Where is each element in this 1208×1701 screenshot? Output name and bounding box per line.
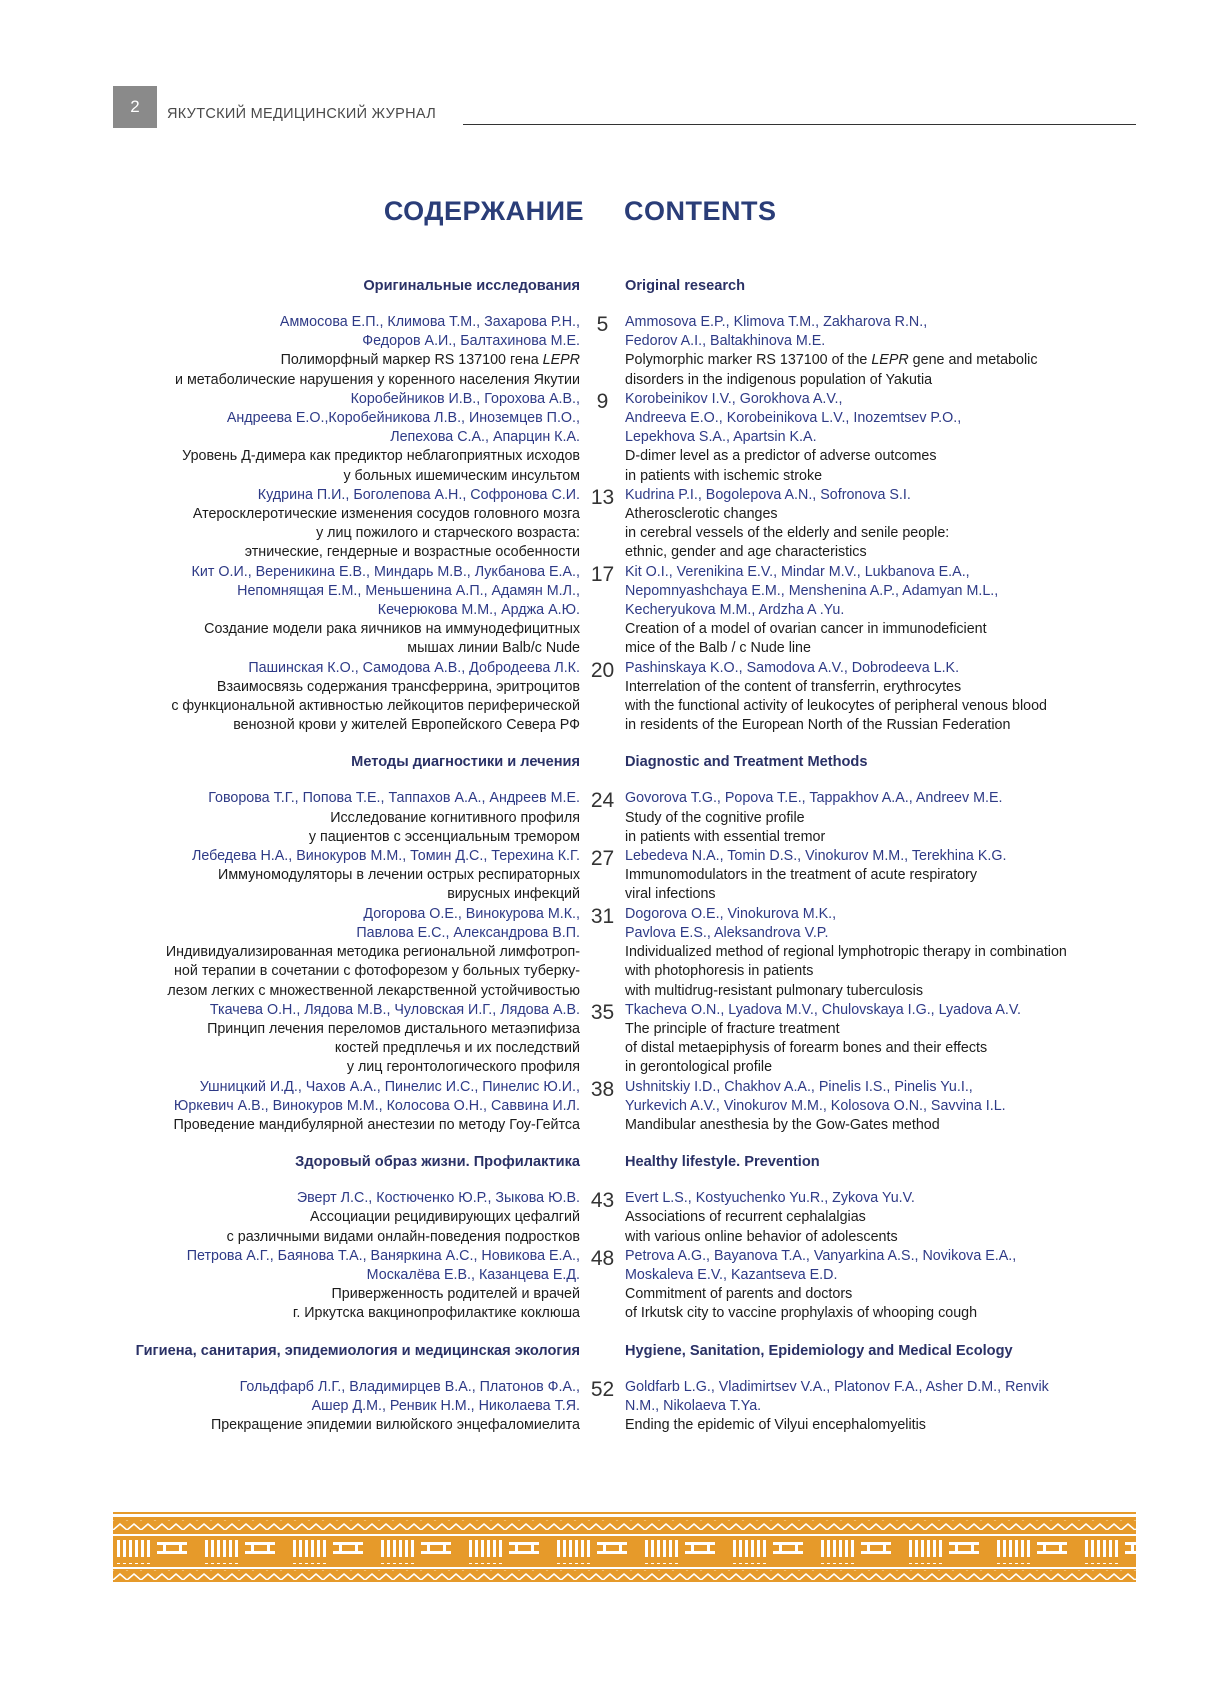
section-title-ru: Методы диагностики и лечения	[351, 754, 580, 771]
entry-en	[625, 789, 1145, 847]
title-line-en: in cerebral vessels of the elderly and senile people:	[625, 525, 950, 542]
title-line-ru: мышах линии Balb/c Nude	[407, 640, 580, 657]
entry-ru	[0, 659, 580, 736]
entry-page-number: 43	[590, 1189, 615, 1213]
title-line-ru: Исследование когнитивного профиля	[330, 809, 580, 826]
title-line-en: with the functional activity of leukocytes of peripheral venous blood	[625, 698, 1048, 715]
title-line-en: Associations of recurrent cephalalgias	[625, 1209, 866, 1226]
gene-name: LEPR	[871, 352, 909, 369]
author-line-en: Fedorov A.I., Baltakhinova M.E.	[625, 333, 826, 350]
author-line-ru: Кечерюкова М.М., Арджа А.Ю.	[377, 602, 580, 619]
entry-page-number: 5	[596, 313, 609, 336]
author-line-en: Govorova T.G., Popova T.E., Tappakhov A.A., Andreev M.E.	[625, 790, 1003, 807]
author-line-ru: Кудрина П.И., Боголепова А.Н., Софронова С.И.	[257, 486, 580, 503]
page-header	[113, 86, 1136, 130]
entry-en	[625, 1078, 1145, 1136]
author-line-en: Nepomnyashchaya E.M., Menshenina A.P., Adamyan M.L.,	[625, 582, 999, 599]
entry-ru	[0, 390, 580, 486]
author-line-ru: Пашинская К.О., Самодова А.В., Добродеева Л.К.	[248, 659, 580, 676]
author-line-en: Lebedeva N.A., Tomin D.S., Vinokurov M.M., Terekhina K.G.	[625, 848, 1007, 865]
entry-page-number: 13	[590, 485, 615, 509]
entry-ru	[0, 1378, 580, 1436]
section-heading	[0, 278, 1208, 297]
title-line-en: Atherosclerotic changes	[625, 506, 778, 523]
toc-section	[0, 278, 1208, 735]
author-line-en: Ammosova E.P., Klimova T.M., Zakharova R.N.,	[625, 314, 928, 330]
section-title-ru: Гигиена, санитария, эпидемиология и медицинская экология	[135, 1342, 580, 1359]
section-title-en: Diagnostic and Treatment Methods	[625, 754, 868, 771]
title-line-ru: и метаболические нарушения у коренного населения Якутии	[175, 371, 580, 388]
title-line-en: Study of the cognitive profile	[625, 809, 805, 826]
author-line-en: Tkacheva O.N., Lyadova M.V., Chulovskaya I.G., Lyadova A.V.	[625, 1001, 1022, 1018]
toc-entry	[0, 390, 1208, 486]
title-line-en: viral infections	[625, 886, 716, 903]
title-line-en: Individualized method of regional lymphotropic therapy in combination	[625, 944, 1067, 961]
title-line-ru: у больных ишемическим инсультом	[343, 467, 580, 484]
title-line-ru: у пациентов с эссенциальным тремором	[308, 828, 580, 845]
toc-section	[0, 1135, 1208, 1323]
author-line-en: Dogorova O.E., Vinokurova M.K.,	[625, 905, 837, 922]
toc-entry	[0, 659, 1208, 736]
title-line-en: D-dimer level as a predictor of adverse outcomes	[625, 448, 937, 465]
entry-en	[625, 1247, 1145, 1324]
entry-en	[625, 1001, 1145, 1078]
entry-en	[625, 905, 1145, 1001]
author-line-ru: Москалёва Е.В., Казанцева Е.Д.	[366, 1266, 580, 1283]
section-heading	[0, 1154, 1208, 1173]
entry-page-number: 24	[590, 789, 615, 813]
author-line-en: Lepekhova S.A., Apartsin K.A.	[625, 429, 817, 446]
author-line-ru: Говорова Т.Г., Попова Т.Е., Таппахов А.А., Андреев М.Е.	[208, 790, 580, 807]
title-line-en: ethnic, gender and age characteristics	[625, 544, 867, 561]
title-ru: СОДЕРЖАНИЕ	[383, 196, 584, 226]
entry-en	[625, 659, 1145, 736]
entry-page-number: 38	[590, 1077, 615, 1101]
author-line-ru: Ткачева О.Н., Лядова М.В., Чуловская И.Г., Лядова А.В.	[209, 1001, 580, 1018]
title-line-ru: у лиц геронтологического профиля	[346, 1059, 580, 1076]
title-line-en: in residents of the European North of the Russian Federation	[625, 717, 1011, 734]
section-title-en: Hygiene, Sanitation, Epidemiology and Medical Ecology	[625, 1342, 1013, 1359]
title-line-ru: с функциональной активностью лейкоцитов периферической	[171, 698, 580, 715]
entry-page-number: 31	[590, 904, 615, 928]
title-line-en: with multidrug-resistant pulmonary tuberculosis	[625, 982, 923, 999]
author-line-en: Goldfarb L.G., Vladimirtsev V.A., Platonov F.A., Asher D.M., Renvik	[625, 1378, 1049, 1395]
toc-entry	[0, 1001, 1208, 1078]
author-line-en: N.M., Nikolaeva T.Ya.	[625, 1397, 762, 1414]
author-line-en: Ushnitskiy I.D., Chakhov A.A., Pinelis I.S., Pinelis Yu.I.,	[625, 1078, 973, 1095]
title-line-ru: Индивидуализированная методика региональной лимфотроп-	[165, 944, 580, 961]
title-line-en: of Irkutsk city to vaccine prophylaxis of whooping cough	[625, 1305, 978, 1322]
title-line-ru: Принцип лечения переломов дистального метаэпифиза	[207, 1020, 580, 1037]
title-line-en: Interrelation of the content of transferrin, erythrocytes	[625, 678, 962, 695]
section-title-ru: Оригинальные исследования	[363, 278, 580, 294]
header-rule	[463, 124, 1136, 125]
title-line-ru: костей предплечья и их последствий	[334, 1040, 580, 1057]
section-title-en: Healthy lifestyle. Prevention	[625, 1154, 820, 1171]
title-line-en: Creation of a model of ovarian cancer in immunodeficient	[625, 621, 987, 638]
title-line-ru: Ассоциации рецидивирующих цефалгий	[310, 1209, 580, 1226]
entry-ru	[0, 905, 580, 1001]
section-heading-gap	[580, 1343, 625, 1362]
entry-page-number: 17	[590, 562, 615, 586]
toc-entry	[0, 313, 1208, 390]
author-line-ru: Кит О.И., Вереникина Е.В., Миндарь М.В., Лукбанова Е.А.,	[191, 563, 580, 580]
title-line-en: Mandibular anesthesia by the Gow-Gates method	[625, 1116, 940, 1133]
title-line-en: with various online behavior of adolescents	[625, 1228, 898, 1245]
title-line-ru: Иммуномодуляторы в лечении острых респираторных	[218, 867, 580, 884]
entry-en	[625, 486, 1145, 563]
entry-ru	[0, 847, 580, 905]
title-line-ru: Полиморфный маркер RS 137100 гена LEPR	[280, 352, 580, 369]
toc-section	[0, 1324, 1208, 1436]
title-line-ru: венозной крови у жителей Европейского Севера РФ	[233, 717, 580, 734]
entry-en	[625, 1189, 1145, 1247]
author-line-en: Moskaleva E.V., Kazantseva E.D.	[625, 1266, 838, 1283]
author-line-ru: Непомнящая Е.М., Меньшенина А.П., Адамян М.Л.,	[237, 582, 580, 599]
section-heading-gap	[580, 754, 625, 773]
author-line-en: Pashinskaya K.O., Samodova A.V., Dobrodeeva L.K.	[625, 659, 960, 676]
toc-section	[0, 735, 1208, 1135]
toc-entry	[0, 1378, 1208, 1436]
entry-en	[625, 847, 1145, 905]
title-line-ru: г. Иркутска вакцинопрофилактике коклюша	[292, 1305, 580, 1322]
title-line-ru: с различными видами онлайн-поведения подростков	[226, 1228, 580, 1245]
author-line-ru: Догорова О.Е., Винокурова М.К.,	[363, 905, 580, 922]
author-line-en: Kecheryukova M.M., Ardzha A .Yu.	[625, 602, 845, 619]
author-line-ru: Петрова А.Г., Баянова Т.А., Ваняркина А.С., Новикова Е.А.,	[186, 1247, 580, 1264]
author-line-ru: Павлова Е.С., Александрова В.П.	[356, 924, 580, 941]
author-line-en: Petrova A.G., Bayanova T.A., Vanyarkina A.S., Novikova E.A.,	[625, 1247, 1017, 1264]
title-line-ru: Приверженность родителей и врачей	[331, 1286, 580, 1303]
toc-entry	[0, 905, 1208, 1001]
title-line-en: Polymorphic marker RS 137100 of the LEPR gene and metabolic	[625, 352, 1038, 369]
author-line-ru: Гольдфарб Л.Г., Владимирцев В.А., Платонов Ф.А.,	[239, 1378, 580, 1395]
entry-ru	[0, 486, 580, 563]
entry-page-number: 9	[596, 389, 609, 413]
gene-name: LEPR	[542, 352, 580, 369]
entry-en	[625, 1378, 1145, 1436]
section-heading-gap	[580, 278, 625, 297]
journal-title: ЯКУТСКИЙ МЕДИЦИНСКИЙ ЖУРНАЛ	[167, 106, 437, 122]
toc-entry	[0, 1189, 1208, 1247]
entry-en	[625, 390, 1145, 486]
title-line-ru: Прекращение эпидемии вилюйского энцефаломиелита	[210, 1416, 580, 1433]
title-line-en: The principle of fracture treatment	[625, 1020, 840, 1037]
title-line-en: Immunomodulators in the treatment of acute respiratory	[625, 867, 978, 884]
entry-ru	[0, 1001, 580, 1078]
author-line-ru: Лепехова С.А., Апарцин К.А.	[390, 429, 580, 446]
title-line-ru: Уровень Д-димера как предиктор неблагоприятных исходов	[182, 448, 580, 465]
toc-entry	[0, 1247, 1208, 1324]
title-line-en: Commitment of parents and doctors	[625, 1286, 853, 1303]
toc-entry	[0, 1078, 1208, 1136]
title-line-ru: Проведение мандибулярной анестезии по методу Гоу-Гейтса	[173, 1116, 580, 1133]
author-line-en: Kit O.I., Verenikina E.V., Mindar M.V., Lukbanova E.A.,	[625, 563, 970, 580]
entry-page-number: 27	[590, 847, 615, 871]
author-line-ru: Аммосова Е.П., Климова Т.М., Захарова Р.Н.,	[279, 314, 580, 330]
author-line-ru: Юркевич А.В., Винокуров М.М., Колосова О.Н., Саввина И.Л.	[173, 1097, 580, 1114]
toc-entry	[0, 486, 1208, 563]
title-line-ru: вирусных инфекций	[447, 886, 580, 903]
title-line-ru: Взаимосвязь содержания трансферрина, эритроцитов	[216, 678, 580, 695]
author-line-en: Pavlova E.S., Aleksandrova V.P.	[625, 924, 829, 941]
entry-ru	[0, 563, 580, 659]
entry-page-number: 20	[590, 658, 615, 682]
author-line-ru: Андреева Е.О.,Коробейникова Л.В., Иноземцев П.О.,	[226, 410, 580, 427]
title-line-en: disorders in the indigenous population of Yakutia	[625, 371, 933, 388]
entry-page-number: 52	[590, 1377, 615, 1401]
author-line-en: Evert L.S., Kostyuchenko Yu.R., Zykova Yu.V.	[625, 1190, 915, 1207]
title-line-en: with photophoresis in patients	[625, 963, 814, 980]
section-spacer	[0, 735, 1208, 754]
title-line-en: in patients with essential tremor	[625, 828, 826, 845]
title-line-en: Ending the epidemic of Vilyui encephalomyelitis	[625, 1416, 926, 1433]
title-line-ru: лезом легких с множественной лекарственной устойчивостью	[167, 982, 580, 999]
entry-page-number: 35	[590, 1000, 615, 1024]
title-line-ru: Создание модели рака яичников на иммунодефицитных	[204, 621, 580, 638]
entry-en	[625, 313, 1145, 390]
title-line-en: of distal metaepiphysis of forearm bones and their effects	[625, 1040, 988, 1057]
section-title-ru: Здоровый образ жизни. Профилактика	[295, 1154, 580, 1171]
section-heading	[0, 1343, 1208, 1362]
author-line-ru: Эверт Л.С., Костюченко Ю.Р., Зыкова Ю.В.	[296, 1190, 580, 1207]
toc-entry	[0, 563, 1208, 659]
title-en: CONTENTS	[624, 196, 777, 226]
toc-entry	[0, 847, 1208, 905]
ornament-border	[113, 1512, 1136, 1582]
title-line-en: in gerontological profile	[625, 1059, 773, 1076]
author-line-ru: Ушницкий И.Д., Чахов А.А., Пинелис И.С., Пинелис Ю.И.,	[199, 1078, 580, 1095]
title-line-ru: у лиц пожилого и старческого возраста:	[316, 525, 580, 542]
entry-ru	[0, 313, 580, 390]
section-heading	[0, 754, 1208, 773]
title-line-en: mice of the Balb / c Nude line	[625, 640, 811, 657]
entry-ru	[0, 1189, 580, 1247]
section-spacer	[0, 1135, 1208, 1154]
entry-ru	[0, 789, 580, 847]
author-line-ru: Федоров А.И., Балтахинова М.Е.	[362, 333, 580, 350]
author-line-ru: Ашер Д.М., Ренвик Н.М., Николаева Т.Я.	[311, 1397, 580, 1414]
section-heading-gap	[580, 1154, 625, 1173]
author-line-en: Andreeva E.O., Korobeinikova L.V., Inozemtsev P.O.,	[625, 410, 962, 427]
author-line-en: Kudrina P.I., Bogolepova A.N., Sofronova S.I.	[625, 486, 911, 503]
section-spacer	[0, 1324, 1208, 1343]
author-line-ru: Лебедева Н.А., Винокуров М.М., Томин Д.С., Терехина К.Г.	[191, 848, 580, 865]
author-line-en: Yurkevich A.V., Vinokurov M.M., Kolosova O.N., Savvina I.L.	[625, 1097, 1006, 1114]
page-number: 2	[113, 86, 157, 128]
author-line-en: Korobeinikov I.V., Gorokhova A.V.,	[625, 390, 843, 407]
title-line-ru: этнические, гендерные и возрастные особенности	[244, 544, 580, 561]
entry-ru	[0, 1247, 580, 1324]
title-line-ru: ной терапии в сочетании с фотофорезом у больных туберку-	[174, 963, 580, 980]
toc-entry	[0, 789, 1208, 847]
title-line-en: in patients with ischemic stroke	[625, 467, 823, 484]
entry-page-number: 48	[590, 1246, 615, 1270]
author-line-ru: Коробейников И.В., Горохова А.В.,	[350, 390, 580, 407]
section-title-en: Original research	[625, 278, 746, 294]
title-line-ru: Атеросклеротические изменения сосудов головного мозга	[192, 506, 580, 523]
entry-ru	[0, 1078, 580, 1136]
table-of-contents	[0, 278, 1208, 1435]
entry-en	[625, 563, 1145, 659]
